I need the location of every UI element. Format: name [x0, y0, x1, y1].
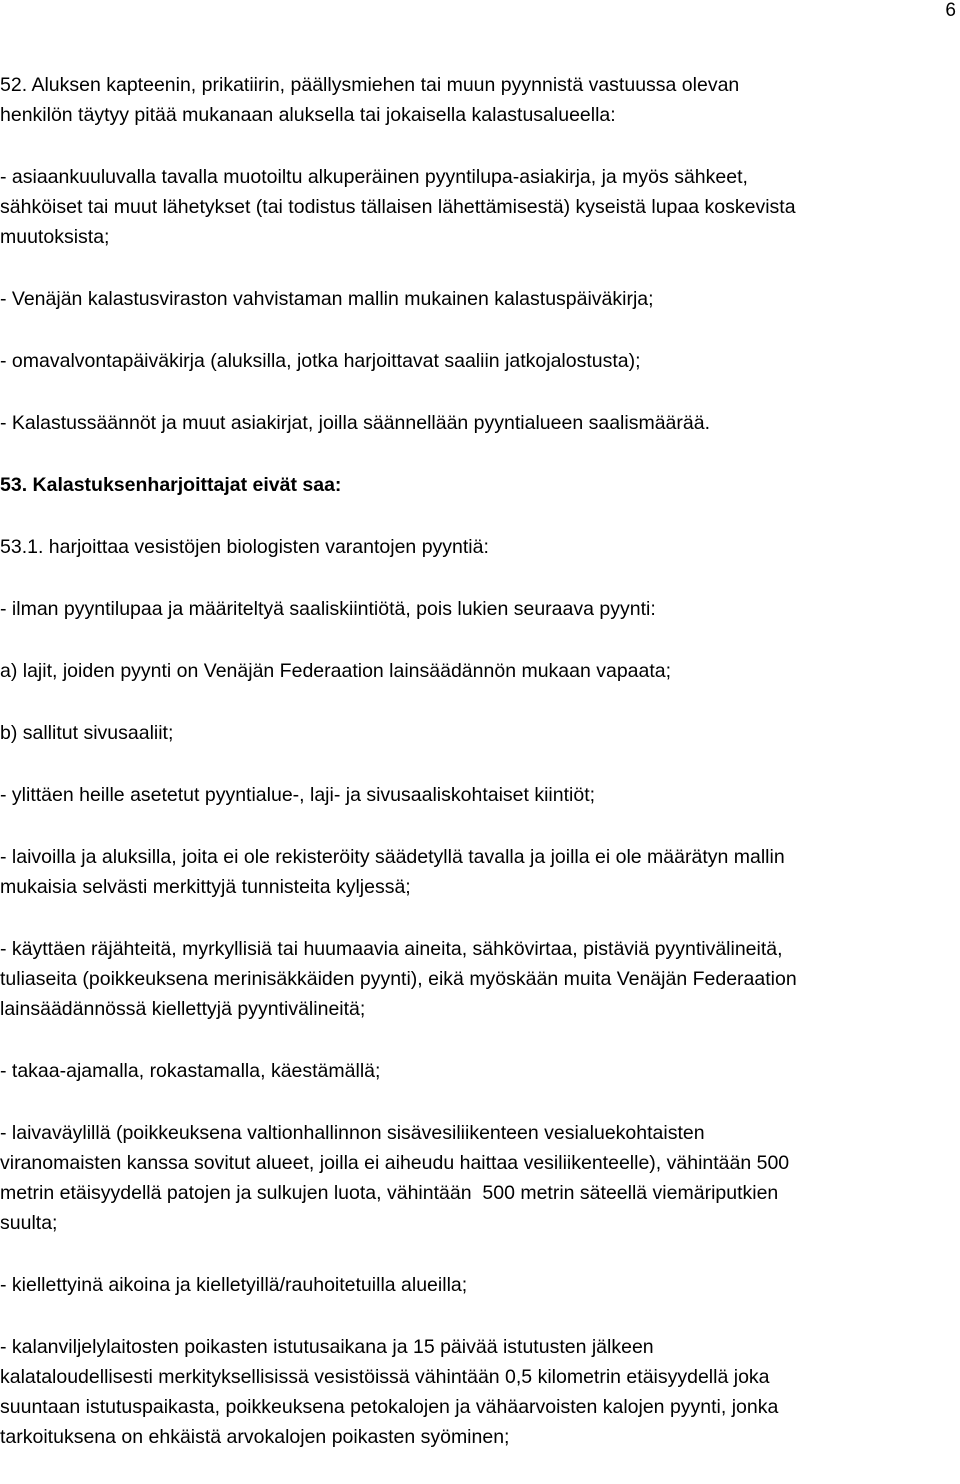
text-line: - ilman pyyntilupaa ja määriteltyä saaliskiintiötä, pois lukien seuraava pyynti: [0, 598, 656, 620]
text-line: 52. Aluksen kapteenin, prikatiirin, päällysmiehen tai muun pyynnistä vastuussa olevan [0, 74, 740, 96]
paragraph-p53-1-e [0, 1056, 952, 1086]
text-line: suulta; [0, 1212, 58, 1234]
text-line: tarkoituksena on ehkäistä arvokalojen poikasten syöminen; [0, 1426, 510, 1448]
paragraph-p53-1-f [0, 1118, 952, 1238]
text-line: kalataloudellisesti merkityksellisissä vesistöissä vähintään 0,5 kilometrin etäisyydellä joka [0, 1366, 770, 1388]
text-line: b) sallitut sivusaaliit; [0, 722, 174, 744]
text-line: - Venäjän kalastusviraston vahvistaman mallin mukainen kalastuspäiväkirja; [0, 288, 654, 310]
paragraph-p52-d [0, 408, 952, 438]
text-line: a) lajit, joiden pyynti on Venäjän Federaation lainsäädännön mukaan vapaata; [0, 660, 672, 682]
paragraph-p52-b [0, 284, 952, 314]
paragraph-p53-1-b [0, 780, 952, 810]
paragraph-p53-1-h [0, 1332, 952, 1452]
paragraph-p52 [0, 70, 952, 130]
text-line: viranomaisten kanssa sovitut alueet, joilla ei aiheudu haittaa vesiliikenteelle), vähintään 500 [0, 1152, 790, 1174]
text-line: henkilön täytyy pitää mukanaan aluksella tai jokaisella kalastusalueella: [0, 104, 616, 126]
text-line: - käyttäen räjähteitä, myrkyllisiä tai huumaavia aineita, sähkövirtaa, pistäviä pyyntivälineitä, [0, 938, 783, 960]
text-line: tuliaseita (poikkeuksena merinisäkkäiden pyynti), eikä myöskään muita Venäjän Federaation [0, 968, 797, 990]
text-line: - kiellettyinä aikoina ja kielletyillä/rauhoitetuilla alueilla; [0, 1274, 468, 1296]
text-line: 53. Kalastuksenharjoittajat eivät saa: [0, 474, 342, 496]
paragraph-p53-1-d [0, 934, 952, 1024]
page-number: 6 [945, 0, 956, 21]
text-line: mukaisia selvästi merkittyjä tunnisteita kyljessä; [0, 876, 411, 898]
paragraph-p53-1-a1 [0, 656, 952, 686]
text-line: - laivaväylillä (poikkeuksena valtionhallinnon sisävesiliikenteen vesialuekohtaisten [0, 1122, 705, 1144]
text-line: suuntaan istutuspaikasta, poikkeuksena petokalojen ja vähäarvoisten kalojen pyynti, jonka [0, 1396, 779, 1418]
text-line: sähköiset tai muut lähetykset (tai todistus tällaisen lähettämisestä) kyseistä lupaa koskevista [0, 196, 796, 218]
paragraph-p53-1 [0, 532, 952, 562]
paragraph-p52-c [0, 346, 952, 376]
text-line: - Kalastussäännöt ja muut asiakirjat, joilla säännellään pyyntialueen saalismäärää. [0, 412, 710, 434]
text-line: metrin etäisyydellä patojen ja sulkujen luota, vähintään 500 metrin säteellä viemäriputkien [0, 1182, 779, 1204]
text-line: muutoksista; [0, 226, 110, 248]
text-line: - laivoilla ja aluksilla, joita ei ole rekisteröity säädetyllä tavalla ja joilla ei ole määrätyn mallin [0, 846, 785, 868]
text-line: - asiaankuuluvalla tavalla muotoiltu alkuperäinen pyyntilupa-asiakirja, ja myös sähkeet, [0, 166, 748, 188]
paragraph-p52-a [0, 162, 952, 252]
paragraph-p53-1-a2 [0, 718, 952, 748]
paragraph-p53 [0, 470, 952, 500]
text-line: - kalanviljelylaitosten poikasten istutusaikana ja 15 päivää istutusten jälkeen [0, 1336, 654, 1358]
text-line: 53.1. harjoittaa vesistöjen biologisten varantojen pyyntiä: [0, 536, 489, 558]
text-line: - ylittäen heille asetetut pyyntialue-, laji- ja sivusaaliskohtaiset kiintiöt; [0, 784, 596, 806]
text-line: lainsäädännössä kiellettyjä pyyntivälineitä; [0, 998, 366, 1020]
paragraph-p53-1-a [0, 594, 952, 624]
paragraph-p53-1-c [0, 842, 952, 902]
document-body [0, 70, 952, 1484]
paragraph-p53-1-g [0, 1270, 952, 1300]
text-line: - omavalvontapäiväkirja (aluksilla, jotka harjoittavat saaliin jatkojalostusta); [0, 350, 641, 372]
text-line: - takaa-ajamalla, rokastamalla, käestämällä; [0, 1060, 381, 1082]
